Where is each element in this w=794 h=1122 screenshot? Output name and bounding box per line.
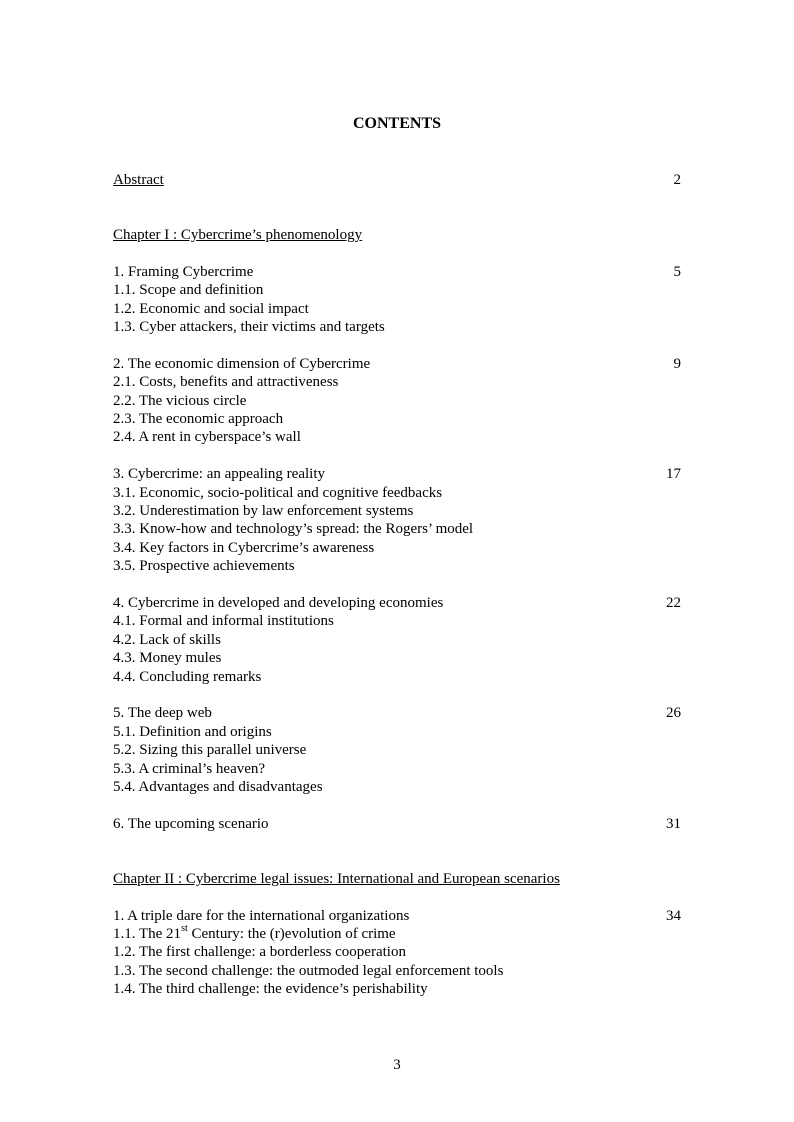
toc-subsection-label: 3.4. Key factors in Cybercrime’s awareness (113, 539, 375, 556)
toc-subsection-text: 1.1. The 21 (113, 926, 182, 943)
toc-subsection[interactable] (113, 741, 681, 759)
toc-subsection[interactable] (113, 502, 681, 520)
toc-section-page: 9 (673, 355, 681, 372)
toc-subsection[interactable] (113, 520, 681, 538)
toc-section-page: 26 (666, 705, 681, 722)
toc-subsection[interactable] (113, 281, 681, 299)
toc-subsection-label: 4.2. Lack of skills (113, 631, 221, 648)
toc-subsection-label: 2.4. A rent in cyberspace’s wall (113, 429, 301, 446)
toc-subsection-label: 1.3. The second challenge: the outmoded legal enforcement tools (113, 962, 504, 979)
toc-subsection[interactable] (113, 428, 681, 446)
toc-section-label: 4. Cybercrime in developed and developing economies (113, 595, 444, 611)
chapter-heading-1[interactable] (113, 226, 681, 244)
toc-section[interactable] (113, 263, 681, 281)
toc-subsection[interactable] (113, 410, 681, 428)
toc-subsection[interactable] (113, 392, 681, 410)
toc-subsection[interactable] (113, 925, 681, 943)
toc-subsection-label: 3.3. Know-how and technology’s spread: the Rogers’ model (113, 521, 474, 538)
toc-section[interactable] (113, 815, 681, 833)
toc-subsection-label: 4.4. Concluding remarks (113, 668, 262, 685)
chapter-heading-label: Chapter II : Cybercrime legal issues: International and European scenarios (113, 870, 560, 887)
toc-subsection-label: 1.3. Cyber attackers, their victims and targets (113, 319, 385, 336)
toc-subsection-label: 1.4. The third challenge: the evidence’s perishability (113, 981, 428, 998)
toc-section-label: 2. The economic dimension of Cybercrime (113, 355, 371, 372)
toc-section-label: 3. Cybercrime: an appealing reality (113, 466, 325, 483)
toc-subsection-label: 4.3. Money mules (113, 650, 222, 667)
toc-subsection-label: 4.1. Formal and informal institutions (113, 613, 334, 630)
ordinal-suffix: st (181, 923, 188, 935)
toc-section-page: 22 (666, 595, 681, 611)
toc-entry-abstract[interactable] (113, 171, 681, 189)
toc-subsection[interactable] (113, 318, 681, 336)
toc-section-label: 1. Framing Cybercrime (113, 263, 254, 280)
toc-entry-label: Abstract (113, 172, 164, 188)
toc-subsection-text: Century: the (r)evolution of crime (187, 926, 396, 943)
toc-subsection-label: 5.3. A criminal’s heaven? (113, 760, 266, 777)
toc-subsection-label: 1.1. Scope and definition (113, 282, 264, 299)
toc-section[interactable] (113, 907, 681, 925)
toc-subsection[interactable] (113, 943, 681, 961)
toc-section[interactable] (113, 594, 681, 612)
table-of-contents (113, 171, 681, 999)
toc-subsection-label: 2.1. Costs, benefits and attractiveness (113, 374, 339, 391)
page-number: 3 (393, 1057, 401, 1073)
toc-subsection[interactable] (113, 649, 681, 667)
toc-subsection[interactable] (113, 300, 681, 318)
toc-subsection[interactable] (113, 980, 681, 998)
toc-section-label: 5. The deep web (113, 705, 212, 722)
chapter-heading-label: Chapter I : Cybercrime’s phenomenology (113, 227, 363, 244)
toc-section-page: 31 (666, 815, 681, 832)
toc-subsection[interactable] (113, 557, 681, 575)
toc-section[interactable] (113, 465, 681, 483)
toc-subsection[interactable] (113, 539, 681, 557)
toc-subsection-label: 3.5. Prospective achievements (113, 558, 295, 575)
toc-subsection-label: 2.3. The economic approach (113, 411, 284, 428)
toc-subsection[interactable] (113, 668, 681, 686)
toc-section[interactable] (113, 704, 681, 722)
toc-subsection[interactable] (113, 760, 681, 778)
chapter-heading-2[interactable] (113, 870, 681, 888)
toc-subsection[interactable] (113, 778, 681, 796)
toc-subsection-label: 5.4. Advantages and disadvantages (113, 778, 323, 795)
toc-subsection[interactable] (113, 373, 681, 391)
toc-subsection[interactable] (113, 723, 681, 741)
toc-section-label: 6. The upcoming scenario (113, 815, 269, 832)
toc-subsection-label (113, 925, 396, 943)
toc-subsection-label: 1.2. Economic and social impact (113, 300, 309, 317)
toc-subsection-label: 5.2. Sizing this parallel universe (113, 742, 307, 759)
toc-subsection[interactable] (113, 484, 681, 502)
toc-subsection-label: 5.1. Definition and origins (113, 723, 272, 740)
toc-section-label: 1. A triple dare for the international organizations (113, 907, 410, 924)
toc-section-page: 5 (673, 263, 681, 280)
toc-subsection-label: 2.2. The vicious circle (113, 392, 247, 409)
toc-subsection-label: 3.2. Underestimation by law enforcement systems (113, 503, 414, 520)
toc-subsection[interactable] (113, 612, 681, 630)
toc-subsection[interactable] (113, 962, 681, 980)
toc-section-page: 17 (666, 466, 681, 483)
toc-subsection[interactable] (113, 631, 681, 649)
toc-subsection-label: 1.2. The first challenge: a borderless cooperation (113, 944, 406, 961)
toc-entry-page: 2 (673, 172, 681, 188)
page-title: CONTENTS (352, 115, 442, 132)
toc-section-page: 34 (666, 907, 681, 924)
toc-subsection-label: 3.1. Economic, socio-political and cognitive feedbacks (113, 484, 443, 501)
toc-section[interactable] (113, 355, 681, 373)
